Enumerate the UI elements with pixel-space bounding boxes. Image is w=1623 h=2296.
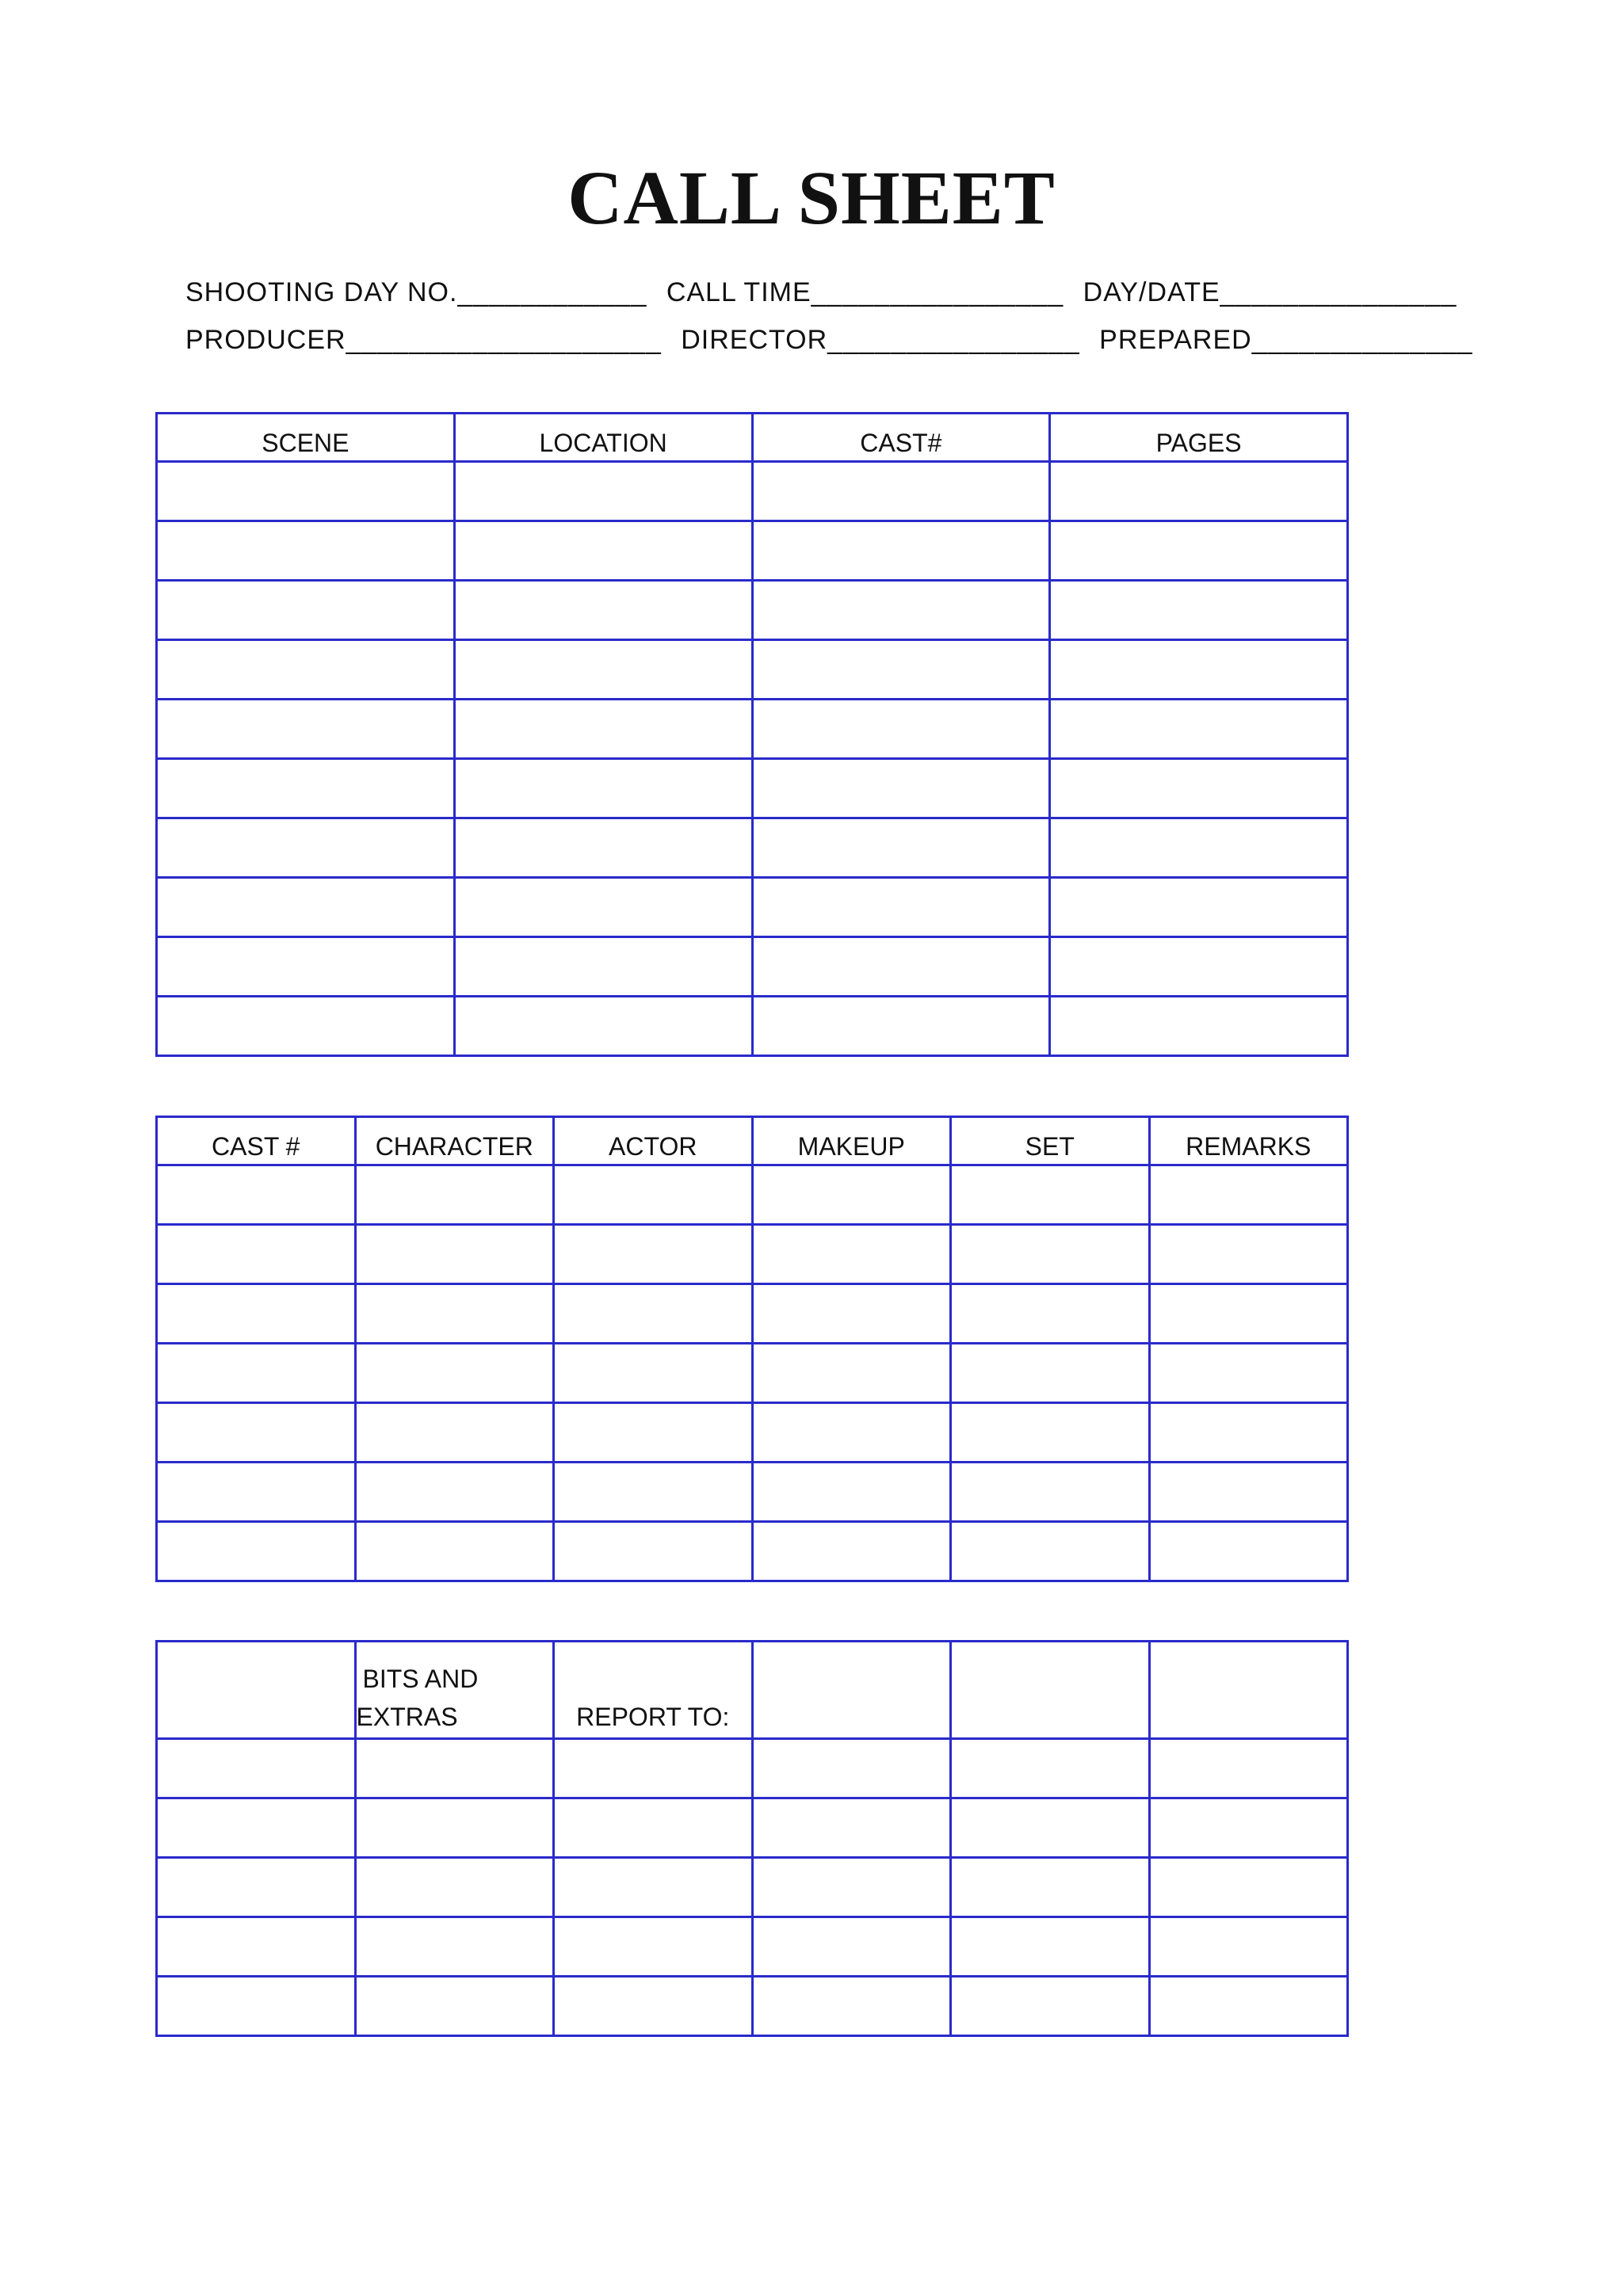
scene-header: SCENE bbox=[157, 414, 455, 462]
scene-table-cell[interactable] bbox=[454, 581, 752, 640]
shooting-day-field[interactable]: SHOOTING DAY NO.____________ bbox=[185, 277, 647, 307]
scene-table-cell[interactable] bbox=[454, 878, 752, 937]
extras-table-body bbox=[157, 1739, 1348, 2036]
cast-table-cell[interactable] bbox=[752, 1344, 951, 1403]
extras-table-cell[interactable] bbox=[554, 1739, 753, 1798]
scene-table-cell[interactable] bbox=[454, 818, 752, 878]
scene-table-row bbox=[157, 997, 1348, 1056]
cast-table-cell[interactable] bbox=[752, 1403, 951, 1463]
extras-table-cell[interactable] bbox=[355, 1798, 554, 1858]
extras-table-header-row bbox=[157, 1642, 1348, 1739]
cast-table-cell[interactable] bbox=[157, 1403, 356, 1463]
extras-label: EXTRAS bbox=[356, 1703, 458, 1731]
cast-table-cell[interactable] bbox=[752, 1284, 951, 1344]
cast-table-cell[interactable] bbox=[951, 1344, 1150, 1403]
extras-table-cell[interactable] bbox=[951, 1977, 1150, 2036]
extras-header-blank bbox=[157, 1642, 356, 1739]
cast-table-cell[interactable] bbox=[355, 1225, 554, 1284]
scene-table-row bbox=[157, 818, 1348, 878]
cast-table-cell[interactable] bbox=[1149, 1225, 1348, 1284]
bits-label: BITS AND bbox=[362, 1665, 479, 1693]
cast-table-cell[interactable] bbox=[554, 1522, 753, 1581]
cast-table-row bbox=[157, 1403, 1348, 1463]
scene-table-cell[interactable] bbox=[1050, 581, 1348, 640]
extras-table-cell[interactable] bbox=[1149, 1858, 1348, 1917]
scene-table-cell[interactable] bbox=[752, 878, 1050, 937]
character-header: CHARACTER bbox=[355, 1117, 554, 1165]
cast-table-cell[interactable] bbox=[951, 1403, 1150, 1463]
extras-table-cell[interactable] bbox=[157, 1917, 356, 1977]
director-field[interactable]: DIRECTOR________________ bbox=[681, 325, 1080, 355]
scene-table-cell[interactable] bbox=[1050, 878, 1348, 937]
cast-number-header: CAST# bbox=[752, 414, 1050, 462]
cast-table-cell[interactable] bbox=[554, 1284, 753, 1344]
scene-table-cell[interactable] bbox=[752, 700, 1050, 759]
cast-table-row bbox=[157, 1165, 1348, 1225]
scene-table-cell[interactable] bbox=[1050, 759, 1348, 818]
scene-table-cell[interactable] bbox=[1050, 521, 1348, 581]
extras-header-blank bbox=[752, 1642, 951, 1739]
scene-table-cell[interactable] bbox=[1050, 997, 1348, 1056]
cast-table-cell[interactable] bbox=[157, 1344, 356, 1403]
cast-table-cell[interactable] bbox=[1149, 1463, 1348, 1522]
scene-table-cell[interactable] bbox=[157, 759, 455, 818]
scene-table-row bbox=[157, 462, 1348, 521]
extras-table bbox=[155, 1640, 1349, 2037]
header-fields-row-2 bbox=[185, 324, 1484, 356]
cast-table-cell[interactable] bbox=[554, 1344, 753, 1403]
scene-table-cell[interactable] bbox=[1050, 818, 1348, 878]
extras-table-cell[interactable] bbox=[554, 1917, 753, 1977]
cast-table-cell[interactable] bbox=[951, 1463, 1150, 1522]
scene-table-body bbox=[157, 462, 1348, 1056]
extras-table-cell[interactable] bbox=[1149, 1798, 1348, 1858]
scene-table-cell[interactable] bbox=[454, 640, 752, 700]
cast-table-cell[interactable] bbox=[355, 1463, 554, 1522]
scene-table-cell[interactable] bbox=[454, 700, 752, 759]
extras-table-row bbox=[157, 1798, 1348, 1858]
scene-table-row bbox=[157, 581, 1348, 640]
extras-table-row bbox=[157, 1977, 1348, 2036]
cast-table-cell[interactable] bbox=[157, 1284, 356, 1344]
cast-table-cell[interactable] bbox=[752, 1522, 951, 1581]
extras-table-cell[interactable] bbox=[554, 1858, 753, 1917]
cast-table-cell[interactable] bbox=[157, 1225, 356, 1284]
extras-header-blank bbox=[951, 1642, 1150, 1739]
scene-table-row bbox=[157, 700, 1348, 759]
scene-table bbox=[155, 412, 1349, 1057]
cast-table-cell[interactable] bbox=[1149, 1165, 1348, 1225]
cast-table-cell[interactable] bbox=[752, 1225, 951, 1284]
cast-table-cell[interactable] bbox=[752, 1463, 951, 1522]
location-header: LOCATION bbox=[454, 414, 752, 462]
prepared-field[interactable]: PREPARED______________ bbox=[1099, 325, 1473, 355]
scene-table-cell[interactable] bbox=[157, 640, 455, 700]
cast-table-cell[interactable] bbox=[1149, 1403, 1348, 1463]
cast-table-row bbox=[157, 1463, 1348, 1522]
cast-table-cell[interactable] bbox=[355, 1522, 554, 1581]
scene-table-cell[interactable] bbox=[752, 997, 1050, 1056]
extras-table-cell[interactable] bbox=[355, 1739, 554, 1798]
scene-table-cell[interactable] bbox=[454, 462, 752, 521]
extras-table-cell[interactable] bbox=[951, 1917, 1150, 1977]
cast-table-cell[interactable] bbox=[355, 1344, 554, 1403]
extras-table-cell[interactable] bbox=[1149, 1917, 1348, 1977]
scene-table-cell[interactable] bbox=[1050, 462, 1348, 521]
page-title: CALL SHEET bbox=[567, 155, 1056, 240]
extras-table-cell[interactable] bbox=[752, 1739, 951, 1798]
cast-table-cell[interactable] bbox=[951, 1225, 1150, 1284]
scene-table-header-row bbox=[157, 414, 1348, 462]
cast-table-body bbox=[157, 1165, 1348, 1581]
cast-table-cell[interactable] bbox=[157, 1165, 356, 1225]
pages-header: PAGES bbox=[1050, 414, 1348, 462]
scene-table-cell[interactable] bbox=[157, 937, 455, 997]
cast-table-cell[interactable] bbox=[951, 1165, 1150, 1225]
makeup-header: MAKEUP bbox=[752, 1117, 951, 1165]
header-fields-row-1 bbox=[185, 277, 1468, 308]
cast-table-cell[interactable] bbox=[157, 1463, 356, 1522]
scene-table-cell[interactable] bbox=[1050, 937, 1348, 997]
scene-table-cell[interactable] bbox=[157, 700, 455, 759]
scene-table-cell[interactable] bbox=[752, 640, 1050, 700]
cast-table-row bbox=[157, 1522, 1348, 1581]
scene-table-cell[interactable] bbox=[454, 997, 752, 1056]
cast-table-cell[interactable] bbox=[1149, 1284, 1348, 1344]
scene-table-cell[interactable] bbox=[157, 878, 455, 937]
cast-table-header-row bbox=[157, 1117, 1348, 1165]
extras-table-cell[interactable] bbox=[1149, 1739, 1348, 1798]
extras-table-cell[interactable] bbox=[951, 1798, 1150, 1858]
cast-table bbox=[155, 1116, 1349, 1582]
extras-table-row bbox=[157, 1917, 1348, 1977]
scene-table-cell[interactable] bbox=[752, 818, 1050, 878]
scene-table-row bbox=[157, 937, 1348, 997]
extras-table-cell[interactable] bbox=[355, 1917, 554, 1977]
actor-header: ACTOR bbox=[554, 1117, 753, 1165]
cast-number-header: CAST # bbox=[157, 1117, 356, 1165]
extras-table-cell[interactable] bbox=[157, 1798, 356, 1858]
scene-table-cell[interactable] bbox=[454, 521, 752, 581]
scene-table-cell[interactable] bbox=[752, 581, 1050, 640]
extras-header-blank bbox=[1149, 1642, 1348, 1739]
extras-table-cell[interactable] bbox=[752, 1917, 951, 1977]
extras-table-cell[interactable] bbox=[951, 1739, 1150, 1798]
cast-table-row bbox=[157, 1284, 1348, 1344]
scene-table-row bbox=[157, 878, 1348, 937]
cast-table-cell[interactable] bbox=[951, 1522, 1150, 1581]
set-header: SET bbox=[951, 1117, 1150, 1165]
cast-table-cell[interactable] bbox=[1149, 1344, 1348, 1403]
scene-table-cell[interactable] bbox=[454, 937, 752, 997]
producer-field[interactable]: PRODUCER____________________ bbox=[185, 325, 662, 355]
scene-table-row bbox=[157, 521, 1348, 581]
cast-table-cell[interactable] bbox=[554, 1165, 753, 1225]
scene-table-cell[interactable] bbox=[752, 521, 1050, 581]
cast-table-cell[interactable] bbox=[355, 1165, 554, 1225]
scene-table-cell[interactable] bbox=[752, 462, 1050, 521]
scene-table-cell[interactable] bbox=[454, 759, 752, 818]
cast-table-cell[interactable] bbox=[355, 1403, 554, 1463]
extras-table-cell[interactable] bbox=[951, 1858, 1150, 1917]
scene-table-row bbox=[157, 759, 1348, 818]
cast-table-cell[interactable] bbox=[157, 1522, 356, 1581]
cast-table-cell[interactable] bbox=[752, 1165, 951, 1225]
cast-table-cell[interactable] bbox=[554, 1403, 753, 1463]
scene-table-row bbox=[157, 640, 1348, 700]
remarks-header: REMARKS bbox=[1149, 1117, 1348, 1165]
extras-table-cell[interactable] bbox=[157, 1858, 356, 1917]
scene-table-cell[interactable] bbox=[157, 462, 455, 521]
extras-table-cell[interactable] bbox=[157, 1739, 356, 1798]
extras-table-cell[interactable] bbox=[752, 1798, 951, 1858]
extras-table-cell[interactable] bbox=[355, 1977, 554, 2036]
cast-table-row bbox=[157, 1225, 1348, 1284]
scene-table-cell[interactable] bbox=[1050, 700, 1348, 759]
cast-table-row bbox=[157, 1344, 1348, 1403]
scene-table-cell[interactable] bbox=[157, 997, 455, 1056]
extras-table-cell[interactable] bbox=[157, 1977, 356, 2036]
extras-table-cell[interactable] bbox=[752, 1858, 951, 1917]
scene-table-cell[interactable] bbox=[157, 521, 455, 581]
call-time-field[interactable]: CALL TIME________________ bbox=[666, 277, 1064, 307]
bits-and-extras-header bbox=[355, 1642, 554, 1739]
scene-table-cell[interactable] bbox=[1050, 640, 1348, 700]
day-date-field[interactable]: DAY/DATE_______________ bbox=[1083, 277, 1457, 307]
extras-table-row bbox=[157, 1858, 1348, 1917]
cast-table-cell[interactable] bbox=[355, 1284, 554, 1344]
scene-table-cell[interactable] bbox=[157, 818, 455, 878]
cast-table-cell[interactable] bbox=[1149, 1522, 1348, 1581]
extras-table-cell[interactable] bbox=[554, 1798, 753, 1858]
cast-table-cell[interactable] bbox=[554, 1225, 753, 1284]
extras-table-row bbox=[157, 1739, 1348, 1798]
scene-table-cell[interactable] bbox=[752, 937, 1050, 997]
extras-table-cell[interactable] bbox=[355, 1858, 554, 1917]
report-to-header: REPORT TO: bbox=[554, 1642, 753, 1739]
cast-table-cell[interactable] bbox=[951, 1284, 1150, 1344]
extras-table-cell[interactable] bbox=[752, 1977, 951, 2036]
scene-table-cell[interactable] bbox=[157, 581, 455, 640]
extras-table-cell[interactable] bbox=[1149, 1977, 1348, 2036]
scene-table-cell[interactable] bbox=[752, 759, 1050, 818]
extras-table-cell[interactable] bbox=[554, 1977, 753, 2036]
cast-table-cell[interactable] bbox=[554, 1463, 753, 1522]
